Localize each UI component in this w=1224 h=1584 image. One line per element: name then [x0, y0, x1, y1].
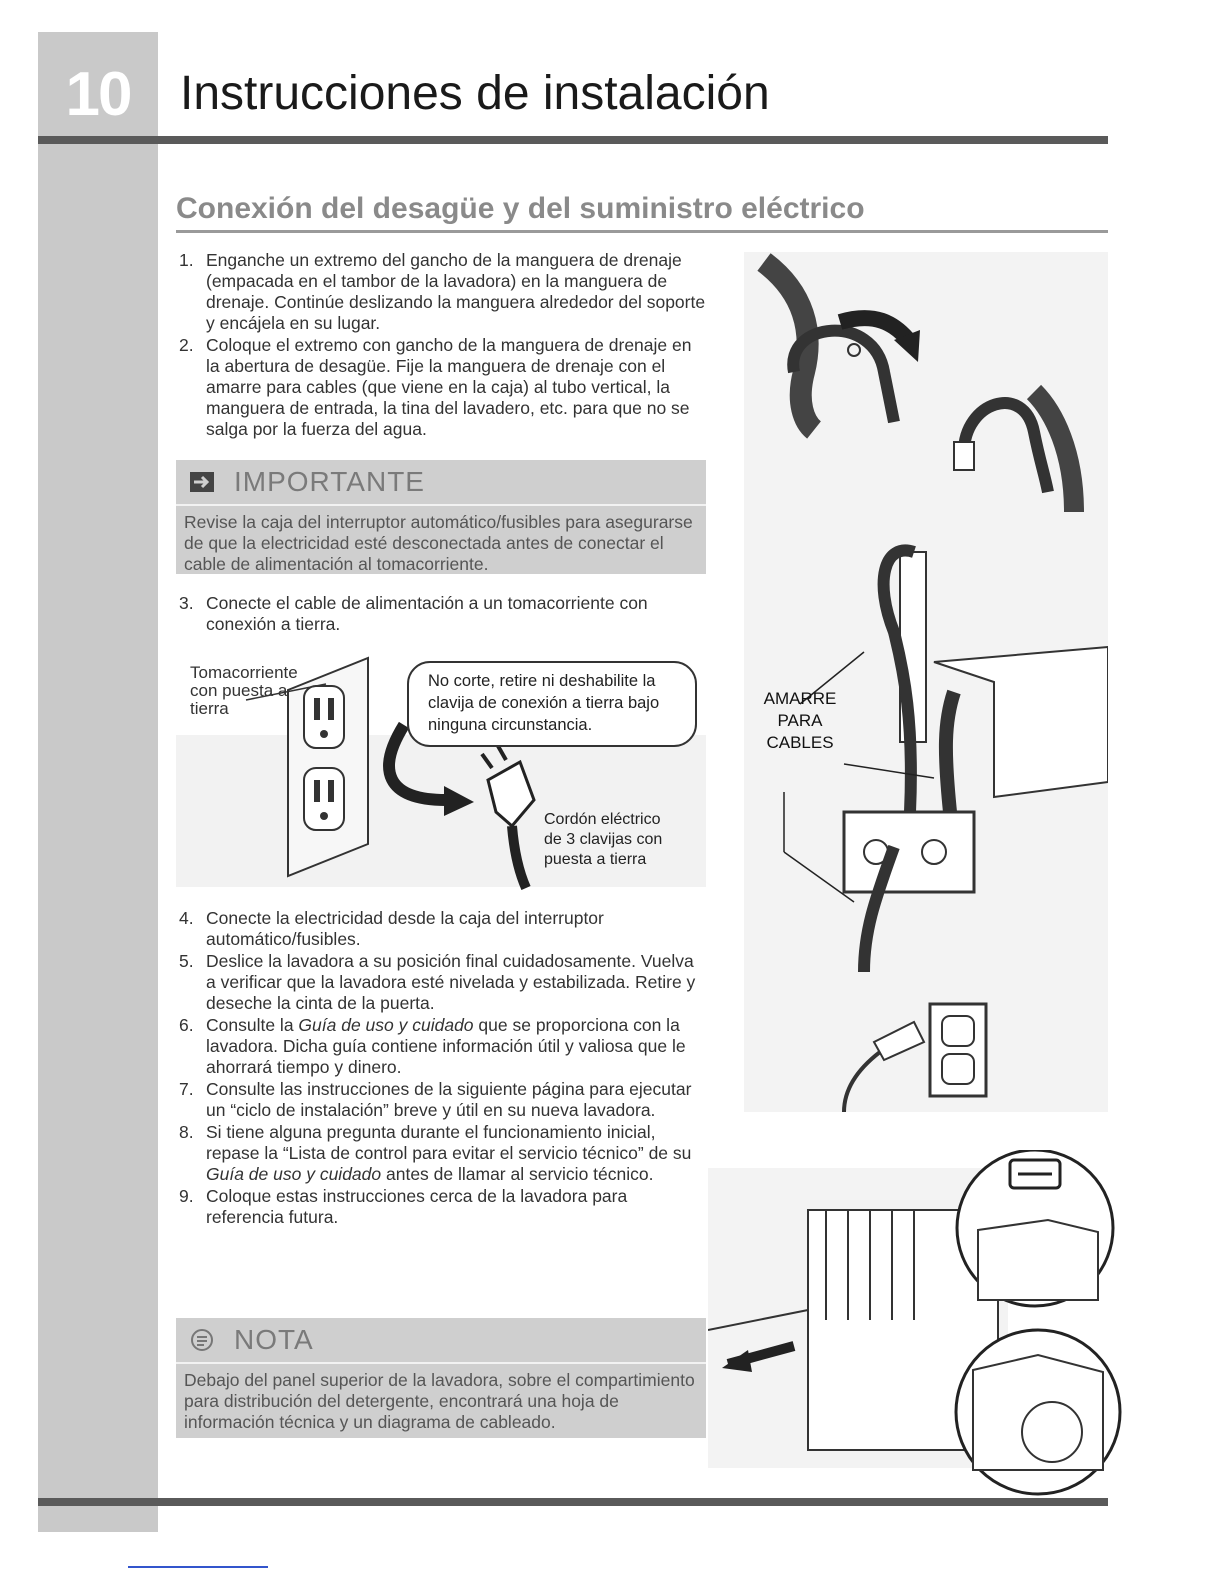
arrow-right-icon	[190, 472, 214, 492]
cord-label: Cordón eléctrico de 3 clavijas con puesta a tierra	[544, 811, 663, 868]
sidebar-band	[38, 32, 158, 1532]
important-text: Revise la caja del interruptor automático/fusibles para asegurarse de que la electricidad esté desconectada antes de conectar el cable de alimentación al tomacorriente.	[184, 512, 693, 574]
steps-list-a	[176, 250, 706, 441]
list-item: 2. Coloque el extremo con gancho de la manguera de drenaje en la abertura de desagüe. Fije la manguera de drenaje con el amarre para cables (que viene en la caja) al tubo vertical, la manguera de entrada, la tina del lavadero, etc. para que no se salga por la fuerza del agua.	[179, 335, 692, 439]
drain-hose-illustration	[744, 252, 1108, 1112]
section-title: Conexión del desagüe y del suministro eléctrico	[176, 192, 865, 225]
steps-list-b	[176, 908, 706, 1229]
note-label: NOTA	[234, 1324, 314, 1355]
steps-list-3	[176, 593, 706, 636]
list-item: 3. Conecte el cable de alimentación a un tomacorriente con conexión a tierra.	[179, 593, 648, 634]
footer-rule	[38, 1498, 1108, 1506]
list-item: 1. Enganche un extremo del gancho de la manguera de drenaje (empacada en el tambor de la lavadora) en la manguera de drenaje. Continúe deslizando la manguera alrededor del soporte y encájela en su lugar.	[179, 250, 706, 333]
washer-leveling-illustration	[708, 1150, 1124, 1500]
outlet-figure	[176, 650, 706, 890]
note-callout	[176, 1318, 706, 1438]
note-icon	[190, 1330, 214, 1350]
page-title: Instrucciones de instalación	[180, 67, 770, 120]
header-rule	[38, 136, 1108, 144]
important-label: IMPORTANTE	[234, 466, 425, 497]
list-item: 6. Consulte la Guía de uso y cuidado que se proporciona con la lavadora. Dicha guía contiene información útil y valiosa que le ahorrará tiempo y dinero.	[179, 1015, 686, 1077]
note-text: Debajo del panel superior de la lavadora, sobre el compartimiento para distribución del detergente, encontrará una hoja de información técnica y un diagrama de cableado.	[184, 1370, 695, 1432]
list-item: 4. Conecte la electricidad desde la caja del interruptor automático/fusibles.	[179, 908, 604, 949]
section-rule	[176, 230, 1108, 233]
grounding-warning: No corte, retire ni deshabilite la clavija de conexión a tierra bajo ninguna circunstancia.	[428, 672, 660, 734]
list-item: 7. Consulte las instrucciones de la siguiente página para ejecutar un “ciclo de instalación” breve y útil en su nueva lavadora.	[179, 1079, 692, 1120]
page-number: 10	[65, 60, 131, 129]
important-callout	[176, 460, 706, 574]
footer-link-underline	[128, 1566, 268, 1568]
cable-tie-label: AMARRE PARA CABLES	[763, 689, 837, 752]
list-item: 9. Coloque estas instrucciones cerca de la lavadora para referencia futura.	[179, 1186, 628, 1227]
outlet-label: Tomacorriente con puesta a tierra	[190, 663, 298, 718]
list-item: 8. Si tiene alguna pregunta durante el funcionamiento inicial, repase la “Lista de control para evitar el servicio técnico” de su Guía de uso y cuidado antes de llamar al servicio técnico.	[179, 1122, 692, 1184]
list-item: 5. Deslice la lavadora a su posición final cuidadosamente. Vuelva a verificar que la lavadora esté nivelada y estabilizada. Retire y deseche la cinta de la puerta.	[179, 951, 696, 1013]
